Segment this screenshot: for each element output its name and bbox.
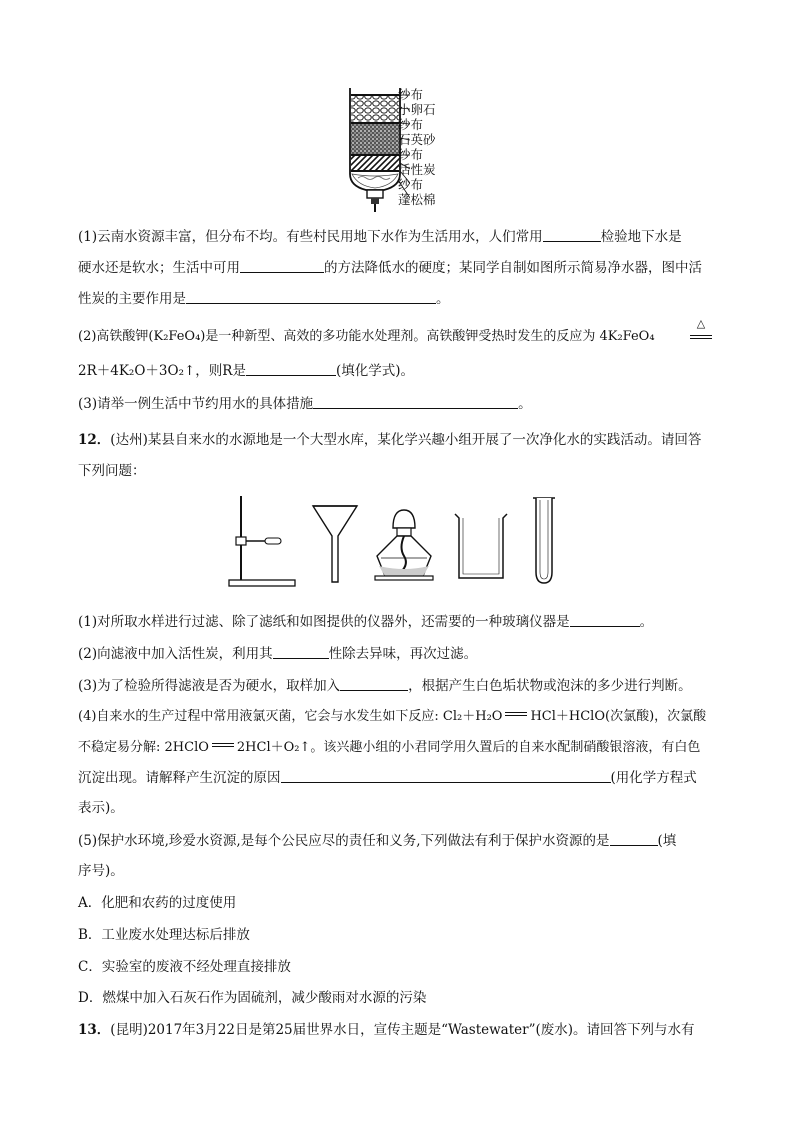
answer-blank[interactable] xyxy=(543,227,601,242)
q12-part3: (3)为了检验所得滤液是否为硬水，取样加入 ，根据产生白色垢状物或泡沫的多少进行判断。 xyxy=(78,678,692,694)
filter-label: 小卵石 xyxy=(398,102,436,117)
q12-part5-line1: (5)保护水环境,珍爱水资源,是每个公民应尽的责任和义务,下列做法有利于保护水资源的是 (填 xyxy=(78,833,677,849)
q11-part1-line1: (1)云南水资源丰富，但分布不均。有些村民用地下水作为生活用水，人们常用 检验地下水是 xyxy=(78,229,682,245)
filter-label: 活性炭 xyxy=(398,162,436,177)
q11-part3: (3)请举一例生活中节约用水的具体措施 。 xyxy=(78,396,532,412)
answer-blank[interactable] xyxy=(281,768,611,783)
iron-stand-icon xyxy=(225,492,300,590)
q12-part4-line2: 不稳定易分解: 2HClO 2HCl＋O₂↑。该兴趣小组的小君同学用久置后的自来水配制硝酸银溶液，有白色 xyxy=(78,740,701,755)
q12-intro-line1: 12．(达州)某县自来水的水源地是一个大型水库，某化学兴趣小组开展了一次净化水的实践活动。请回答 xyxy=(78,432,702,448)
q11-part2-line2: 2R＋4K₂O＋3O₂↑，则R是 (填化学式)。 xyxy=(78,363,414,379)
answer-blank[interactable] xyxy=(340,676,408,691)
filter-label: 纱布 xyxy=(398,117,424,132)
q12-part5-line2: 序号)。 xyxy=(78,863,124,879)
filter-label: 纱布 xyxy=(398,177,424,192)
equation-sign xyxy=(505,712,527,716)
option-d[interactable]: D．燃煤中加入石灰石作为固硫剂，减少酸雨对水源的污染 xyxy=(78,990,427,1006)
answer-blank[interactable] xyxy=(273,644,329,659)
q12-part4-line3: 沉淀出现。请解释产生沉淀的原因 (用化学方程式 xyxy=(78,770,697,786)
q12-part2: (2)向滤液中加入活性炭，利用其 性除去异味，再次过滤。 xyxy=(78,646,478,662)
answer-blank[interactable] xyxy=(610,831,658,846)
answer-blank[interactable] xyxy=(186,289,436,304)
heat-condition: △ xyxy=(690,318,712,339)
q12-part1: (1)对所取水样进行过滤、除了滤纸和如图提供的仪器外，还需要的一种玻璃仪器是 。 xyxy=(78,614,654,630)
funnel-icon xyxy=(311,502,359,584)
question-number: 12． xyxy=(78,432,111,448)
q12-intro-line2: 下列问题： xyxy=(78,463,146,479)
answer-blank[interactable] xyxy=(246,361,336,376)
beaker-icon xyxy=(453,512,509,582)
filter-label: 蓬松棉 xyxy=(398,192,436,207)
q13-line1: 13．(昆明)2017年3月22日是第25届世界水日，宣传主题是“Wastewater”(废水)。请回答下列与水有 xyxy=(78,1022,695,1038)
filter-label: 石英砂 xyxy=(398,132,436,147)
q11-part1-line2: 硬水还是软水；生活中可用 的方法降低水的硬度；某同学自制如图所示简易净水器，图中活 xyxy=(78,260,702,276)
q11-part2-line1: (2)高铁酸钾(K₂FeO₄)是一种新型、高效的多功能水处理剂。高铁酸钾受热时发生的反应为 4K₂FeO₄ xyxy=(78,329,655,344)
q11-part1-line3: 性炭的主要作用是 。 xyxy=(78,291,450,307)
equation-sign xyxy=(212,743,234,747)
apparatus-figure xyxy=(225,492,565,592)
option-b[interactable]: B．工业废水处理达标后排放 xyxy=(78,927,250,943)
alcohol-lamp-icon xyxy=(371,506,437,584)
filter-label: 纱布 xyxy=(398,147,424,162)
filter-label: 纱布 xyxy=(398,87,424,102)
option-c[interactable]: C．实验室的废液不经处理直接排放 xyxy=(78,959,291,975)
answer-blank[interactable] xyxy=(240,258,324,273)
test-tube-icon xyxy=(531,496,557,586)
question-number: 13． xyxy=(78,1022,111,1038)
option-a[interactable]: A．化肥和农药的过度使用 xyxy=(78,895,237,911)
answer-blank[interactable] xyxy=(570,612,640,627)
equation-sign xyxy=(690,335,712,339)
q12-part4-line1: (4)自来水的生产过程中常用液氯灭菌，它会与水发生如下反应: Cl₂＋H₂O HCl＋HClO(次氯酸)，次氯酸 xyxy=(78,709,707,724)
q12-part4-line4: 表示)。 xyxy=(78,800,124,816)
answer-blank[interactable] xyxy=(313,394,518,409)
